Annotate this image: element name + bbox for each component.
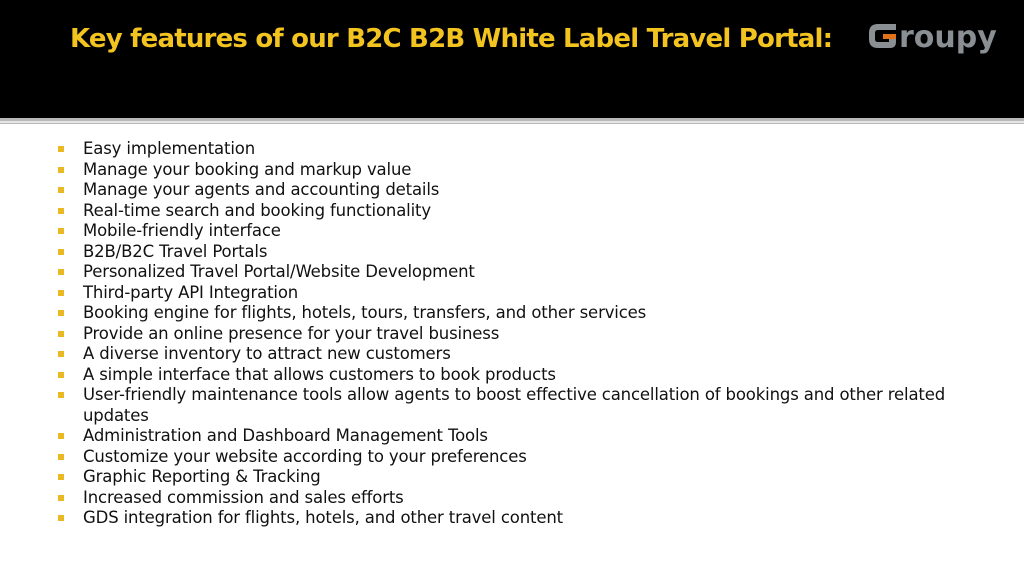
square-bullet-icon: [58, 433, 64, 439]
feature-item: [56, 385, 976, 426]
square-bullet-icon: [58, 167, 64, 173]
feature-item-text: Booking engine for flights, hotels, tours, transfers, and other services: [83, 303, 647, 322]
logo-g-accent: [883, 34, 896, 39]
feature-item-text: Administration and Dashboard Management Tools: [83, 426, 488, 445]
square-bullet-icon: [58, 269, 64, 275]
square-bullet-icon: [58, 372, 64, 378]
feature-item: [56, 221, 976, 242]
square-bullet-icon: [58, 474, 64, 480]
square-bullet-icon: [58, 310, 64, 316]
square-bullet-icon: [58, 515, 64, 521]
feature-item: [56, 508, 976, 529]
feature-item-text: Graphic Reporting & Tracking: [83, 467, 321, 486]
feature-item-text: Manage your agents and accounting details: [83, 180, 440, 199]
feature-item-text: Third-party API Integration: [83, 282, 299, 302]
square-bullet-icon: [58, 392, 64, 398]
feature-item-text: Customize your website according to your preferences: [83, 446, 527, 466]
feature-item: [56, 488, 976, 509]
feature-item: [56, 303, 976, 324]
square-bullet-icon: [58, 331, 64, 337]
feature-item: [56, 467, 976, 488]
square-bullet-icon: [58, 249, 64, 255]
square-bullet-icon: [58, 290, 64, 296]
square-bullet-icon: [58, 228, 64, 234]
feature-item-text: User-friendly maintenance tools allow agents to boost effective cancellation of bookings and other related updates: [83, 385, 946, 425]
feature-item-text: Real-time search and booking functionality: [83, 200, 431, 220]
feature-item: [56, 160, 976, 181]
header-divider-highlight: [0, 121, 1024, 123]
groupy-logo-graphic: [866, 16, 1016, 56]
feature-item-text: A diverse inventory to attract new customers: [83, 344, 451, 363]
header-bar: [0, 0, 1024, 118]
feature-list: [56, 139, 976, 529]
feature-item: [56, 344, 976, 365]
square-bullet-icon: [58, 146, 64, 152]
feature-item: [56, 283, 976, 304]
logo-text: roupy: [899, 20, 997, 55]
feature-item: [56, 447, 976, 468]
slide-title: Key features of our B2C B2B White Label Travel Portal:: [70, 24, 833, 54]
feature-item-text: Increased commission and sales efforts: [83, 487, 404, 507]
feature-item-text: Manage your booking and markup value: [83, 159, 412, 179]
feature-item-text: Provide an online presence for your travel business: [83, 323, 500, 343]
square-bullet-icon: [58, 495, 64, 501]
feature-item: [56, 139, 976, 160]
square-bullet-icon: [58, 351, 64, 357]
feature-item: [56, 242, 976, 263]
feature-item: [56, 180, 976, 201]
feature-item-text: B2B/B2C Travel Portals: [83, 241, 268, 261]
square-bullet-icon: [58, 208, 64, 214]
feature-item: [56, 426, 976, 447]
square-bullet-icon: [58, 187, 64, 193]
feature-item-text: GDS integration for flights, hotels, and other travel content: [83, 508, 563, 527]
feature-item: [56, 262, 976, 283]
feature-item-text: Personalized Travel Portal/Website Development: [83, 262, 475, 281]
feature-item: [56, 324, 976, 345]
groupy-logo: [866, 16, 1016, 56]
feature-item-text: A simple interface that allows customers to book products: [83, 364, 556, 384]
feature-item-text: Easy implementation: [83, 139, 256, 158]
feature-item: [56, 201, 976, 222]
square-bullet-icon: [58, 454, 64, 460]
feature-item: [56, 365, 976, 386]
feature-item-text: Mobile-friendly interface: [83, 221, 281, 240]
